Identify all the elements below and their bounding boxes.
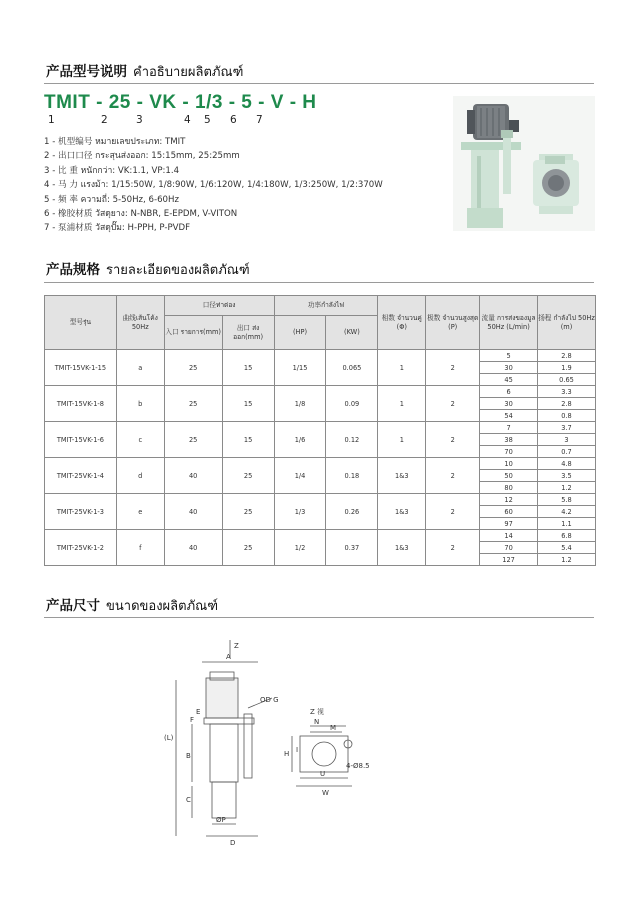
dim-holes: 4-Ø8.5 — [346, 762, 370, 770]
cell-lift: 3 — [538, 434, 596, 446]
cell-phase: 1 — [378, 386, 426, 422]
description-line: 2 - 出口口径 กระสุนส่งออก: 15:15mm, 25:25mm — [44, 151, 240, 162]
cell-curve: f — [116, 530, 164, 566]
cell-flow: 50 — [480, 470, 538, 482]
cell-lift: 1.9 — [538, 362, 596, 374]
cell-flow: 54 — [480, 410, 538, 422]
cell-hp: 1/8 — [274, 386, 326, 422]
cell-curve: c — [116, 422, 164, 458]
cell-flow: 12 — [480, 494, 538, 506]
description-line: 3 - 比 重 หนักกว่า: VK:1.1, VP:1.4 — [44, 165, 180, 176]
section-title-spec — [46, 258, 250, 280]
dim-l: (L) — [164, 734, 174, 742]
model-index: 4 — [184, 114, 191, 126]
cell-model: TMIT-25VK-1-3 — [45, 494, 117, 530]
cell-model: TMIT-15VK-1-6 — [45, 422, 117, 458]
table-row — [45, 530, 596, 542]
cell-poles: 2 — [426, 350, 480, 386]
cell-phase: 1&3 — [378, 458, 426, 494]
header-inlet: 入口 รายการ(mm) — [164, 316, 222, 350]
header-phase: 相数 จำนวนคู่ (Φ) — [378, 296, 426, 350]
cell-model: TMIT-15VK-1-15 — [45, 350, 117, 386]
cell-phase: 1&3 — [378, 530, 426, 566]
description-line: 6 - 橡胶材质 วัสดุยาง: N-NBR, E-EPDM, V-VITON — [44, 209, 238, 220]
cell-flow: 6 — [480, 386, 538, 398]
cell-flow: 30 — [480, 362, 538, 374]
cell-inlet: 25 — [164, 350, 222, 386]
dim-a: A — [226, 653, 231, 661]
title-th: ขนาดของผลิตภัณฑ์ — [106, 599, 219, 614]
cell-poles: 2 — [426, 494, 480, 530]
cell-flow: 7 — [480, 422, 538, 434]
dim-m: M — [330, 724, 337, 732]
cell-lift: 1.1 — [538, 518, 596, 530]
model-index: 7 — [256, 114, 263, 126]
dim-f: F — [190, 716, 195, 724]
cell-lift: 5.4 — [538, 542, 596, 554]
cell-inlet: 25 — [164, 386, 222, 422]
cell-model: TMIT-15VK-1-8 — [45, 386, 117, 422]
model-index: 3 — [136, 114, 143, 126]
cell-poles: 2 — [426, 458, 480, 494]
dim-i: I — [296, 746, 299, 754]
divider — [44, 282, 594, 283]
cell-kw: 0.09 — [326, 386, 378, 422]
cell-lift: 4.8 — [538, 458, 596, 470]
cell-flow: 38 — [480, 434, 538, 446]
cell-outlet: 15 — [222, 422, 274, 458]
cell-inlet: 40 — [164, 458, 222, 494]
cell-outlet: 25 — [222, 530, 274, 566]
title-cn: 产品规格 — [46, 262, 100, 278]
dim-u: U — [320, 770, 326, 778]
table-row — [45, 350, 596, 362]
spec-table — [44, 295, 596, 566]
cell-lift: 0.8 — [538, 410, 596, 422]
cell-lift: 5.8 — [538, 494, 596, 506]
header-power: 功率กำลังไฟ — [274, 296, 378, 316]
cell-hp: 1/3 — [274, 494, 326, 530]
header-flow: 流量 การส่งของมูล 50Hz (L/min) — [480, 296, 538, 350]
model-index: 6 — [230, 114, 237, 126]
description-line: 5 - 频 率 ความถี่: 5-50Hz, 6-60Hz — [44, 194, 179, 205]
title-th: คำอธิบายผลิตภัณฑ์ — [133, 65, 244, 80]
cell-phase: 1 — [378, 422, 426, 458]
cell-poles: 2 — [426, 530, 480, 566]
model-code: TMIT - 25 - VK - 1/3 - 5 - V - H — [44, 92, 317, 113]
cell-hp: 1/6 — [274, 422, 326, 458]
header-curve: 曲线เส้นโค้ง 50Hz — [116, 296, 164, 350]
pump-photo — [453, 96, 595, 231]
cell-kw: 0.37 — [326, 530, 378, 566]
cell-lift: 2.8 — [538, 398, 596, 410]
cell-model: TMIT-25VK-1-4 — [45, 458, 117, 494]
description-line: 7 - 泵浦材质 วัสดุปั๊ม: H-PPH, P-PVDF — [44, 223, 191, 234]
title-cn: 产品尺寸 — [46, 598, 100, 614]
cell-flow: 70 — [480, 446, 538, 458]
header-hp: (HP) — [274, 316, 326, 350]
table-row — [45, 422, 596, 434]
cell-hp: 1/4 — [274, 458, 326, 494]
cell-flow: 10 — [480, 458, 538, 470]
cell-curve: b — [116, 386, 164, 422]
cell-poles: 2 — [426, 422, 480, 458]
cell-flow: 97 — [480, 518, 538, 530]
divider — [44, 83, 594, 84]
cell-lift: 2.8 — [538, 350, 596, 362]
header-poles: 极数 จำนวนสูงสุด (P) — [426, 296, 480, 350]
header-lift: 扬程 กำลังไป 50Hz (m) — [538, 296, 596, 350]
title-th: รายละเอียดของผลิตภัณฑ์ — [106, 263, 250, 278]
cell-poles: 2 — [426, 386, 480, 422]
header-model: 型号รุ่น — [45, 296, 117, 350]
cell-hp: 1/15 — [274, 350, 326, 386]
dim-z: Z — [234, 642, 239, 650]
dim-h: H — [284, 750, 290, 758]
header-kw: (KW) — [326, 316, 378, 350]
cell-phase: 1 — [378, 350, 426, 386]
cell-kw: 0.18 — [326, 458, 378, 494]
description-line: 4 - 马 力 แรงม้า: 1/15:50W, 1/8:90W, 1/6:120W, 1/4:180W, 1/3:250W, 1/2:370W — [44, 180, 383, 191]
section-title-dimensions — [46, 594, 218, 616]
model-index: 5 — [204, 114, 211, 126]
cell-model: TMIT-25VK-1-2 — [45, 530, 117, 566]
model-index-row — [44, 114, 284, 128]
cell-flow: 70 — [480, 542, 538, 554]
cell-curve: d — [116, 458, 164, 494]
cell-flow: 30 — [480, 398, 538, 410]
cell-inlet: 40 — [164, 494, 222, 530]
table-row — [45, 386, 596, 398]
dim-z-view: Z 视 — [310, 708, 325, 716]
cell-hp: 1/2 — [274, 530, 326, 566]
cell-inlet: 40 — [164, 530, 222, 566]
dim-d: D — [230, 839, 236, 847]
cell-lift: 1.2 — [538, 554, 596, 566]
divider — [44, 617, 594, 618]
cell-lift: 3.7 — [538, 422, 596, 434]
cell-kw: 0.065 — [326, 350, 378, 386]
cell-lift: 0.7 — [538, 446, 596, 458]
cell-flow: 5 — [480, 350, 538, 362]
cell-flow: 60 — [480, 506, 538, 518]
cell-lift: 1.2 — [538, 482, 596, 494]
cell-flow: 45 — [480, 374, 538, 386]
table-row — [45, 458, 596, 470]
model-index: 1 — [48, 114, 55, 126]
cell-flow: 14 — [480, 530, 538, 542]
cell-outlet: 25 — [222, 494, 274, 530]
dim-od: OD G — [260, 696, 279, 704]
header-diameter: 口径ท่าต่อง — [164, 296, 274, 316]
model-description-list — [44, 135, 383, 236]
dim-n: N — [314, 718, 320, 726]
dim-p: ØP — [216, 816, 226, 824]
cell-lift: 3.5 — [538, 470, 596, 482]
section-title-model — [46, 60, 243, 82]
cell-phase: 1&3 — [378, 494, 426, 530]
title-cn: 产品型号说明 — [46, 64, 127, 80]
cell-curve: e — [116, 494, 164, 530]
dim-c: C — [186, 796, 191, 804]
description-line: 1 - 机型编号 หมายเลขประเภท: TMIT — [44, 137, 186, 147]
table-row — [45, 494, 596, 506]
cell-kw: 0.12 — [326, 422, 378, 458]
cell-flow: 80 — [480, 482, 538, 494]
cell-outlet: 15 — [222, 350, 274, 386]
cell-kw: 0.26 — [326, 494, 378, 530]
dimension-drawing — [160, 640, 380, 850]
cell-lift: 4.2 — [538, 506, 596, 518]
cell-outlet: 15 — [222, 386, 274, 422]
dim-w: W — [322, 789, 329, 797]
cell-lift: 6.8 — [538, 530, 596, 542]
cell-lift: 3.3 — [538, 386, 596, 398]
cell-outlet: 25 — [222, 458, 274, 494]
cell-flow: 127 — [480, 554, 538, 566]
header-outlet: 出口 ส่งออก(mm) — [222, 316, 274, 350]
model-index: 2 — [101, 114, 108, 126]
dim-b: B — [186, 752, 191, 760]
cell-inlet: 25 — [164, 422, 222, 458]
dim-e: E — [196, 708, 201, 716]
cell-curve: a — [116, 350, 164, 386]
cell-lift: 0.65 — [538, 374, 596, 386]
